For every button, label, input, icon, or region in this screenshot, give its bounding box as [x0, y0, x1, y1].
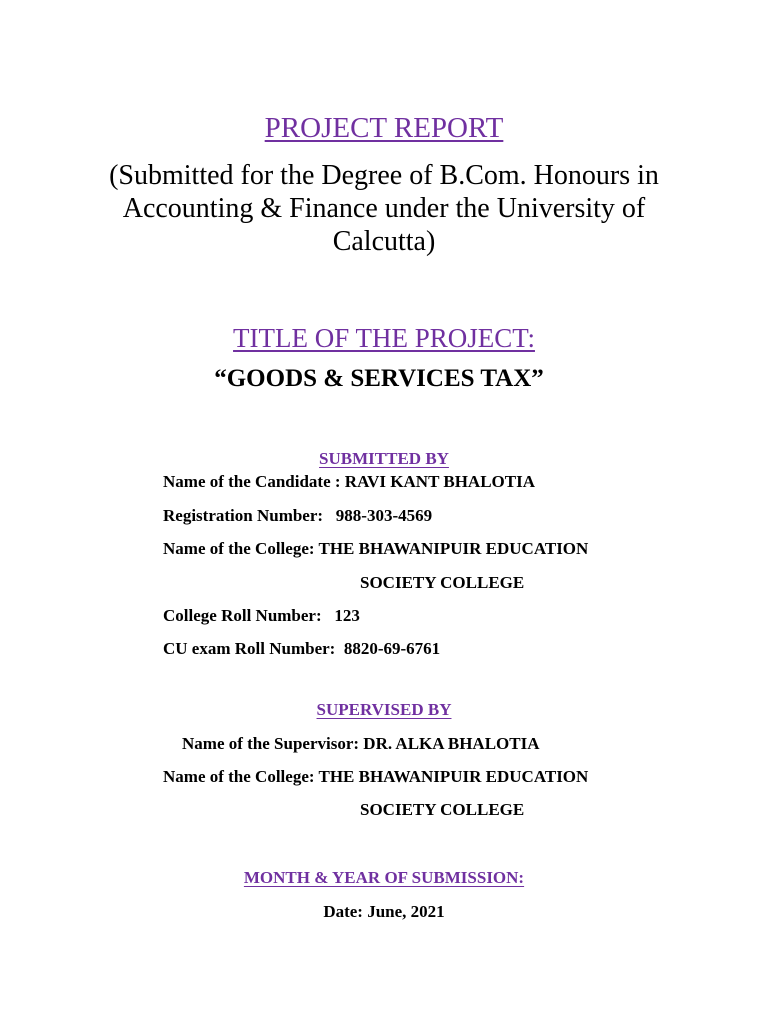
- supervised-by-heading: [0, 700, 768, 720]
- submission-month-heading: [0, 868, 768, 888]
- report-title: [0, 112, 768, 145]
- submission-date: Date: June, 2021: [323, 902, 445, 921]
- submission-month-heading-text: MONTH & YEAR OF SUBMISSION:: [243, 868, 525, 887]
- supervisor-college-line-2: SOCIETY COLLEGE: [360, 800, 525, 819]
- project-title-heading: [0, 323, 768, 354]
- college-roll-number: College Roll Number: 123: [163, 606, 360, 625]
- college-name-line-1: Name of the College: THE BHAWANIPUIR EDUCATION: [163, 539, 589, 558]
- cu-exam-roll-number: CU exam Roll Number: 8820-69-6761: [163, 639, 441, 658]
- supervisor-name: Name of the Supervisor: DR. ALKA BHALOTIA: [182, 734, 540, 753]
- submission-statement-line-3: Calcutta): [332, 226, 436, 257]
- candidate-name: Name of the Candidate : RAVI KANT BHALOTIA: [163, 472, 535, 491]
- submitted-by-heading-text: SUBMITTED BY: [319, 449, 449, 468]
- project-name: “GOODS & SERVICES TAX”: [214, 365, 544, 392]
- supervisor-college-line-1: Name of the College: THE BHAWANIPUIR EDUCATION: [163, 767, 589, 786]
- college-name-line-2: SOCIETY COLLEGE: [360, 573, 525, 592]
- submission-statement-line-2: Accounting & Finance under the University of: [122, 193, 646, 224]
- submission-statement-line-1: (Submitted for the Degree of B.Com. Honours in: [109, 160, 659, 191]
- registration-number: Registration Number: 988-303-4569: [163, 506, 433, 525]
- project-title-heading-text: TITLE OF THE PROJECT:: [233, 323, 535, 353]
- supervised-by-heading-text: SUPERVISED BY: [316, 700, 452, 719]
- submitted-by-heading: [0, 449, 768, 469]
- report-title-text: PROJECT REPORT: [264, 112, 504, 144]
